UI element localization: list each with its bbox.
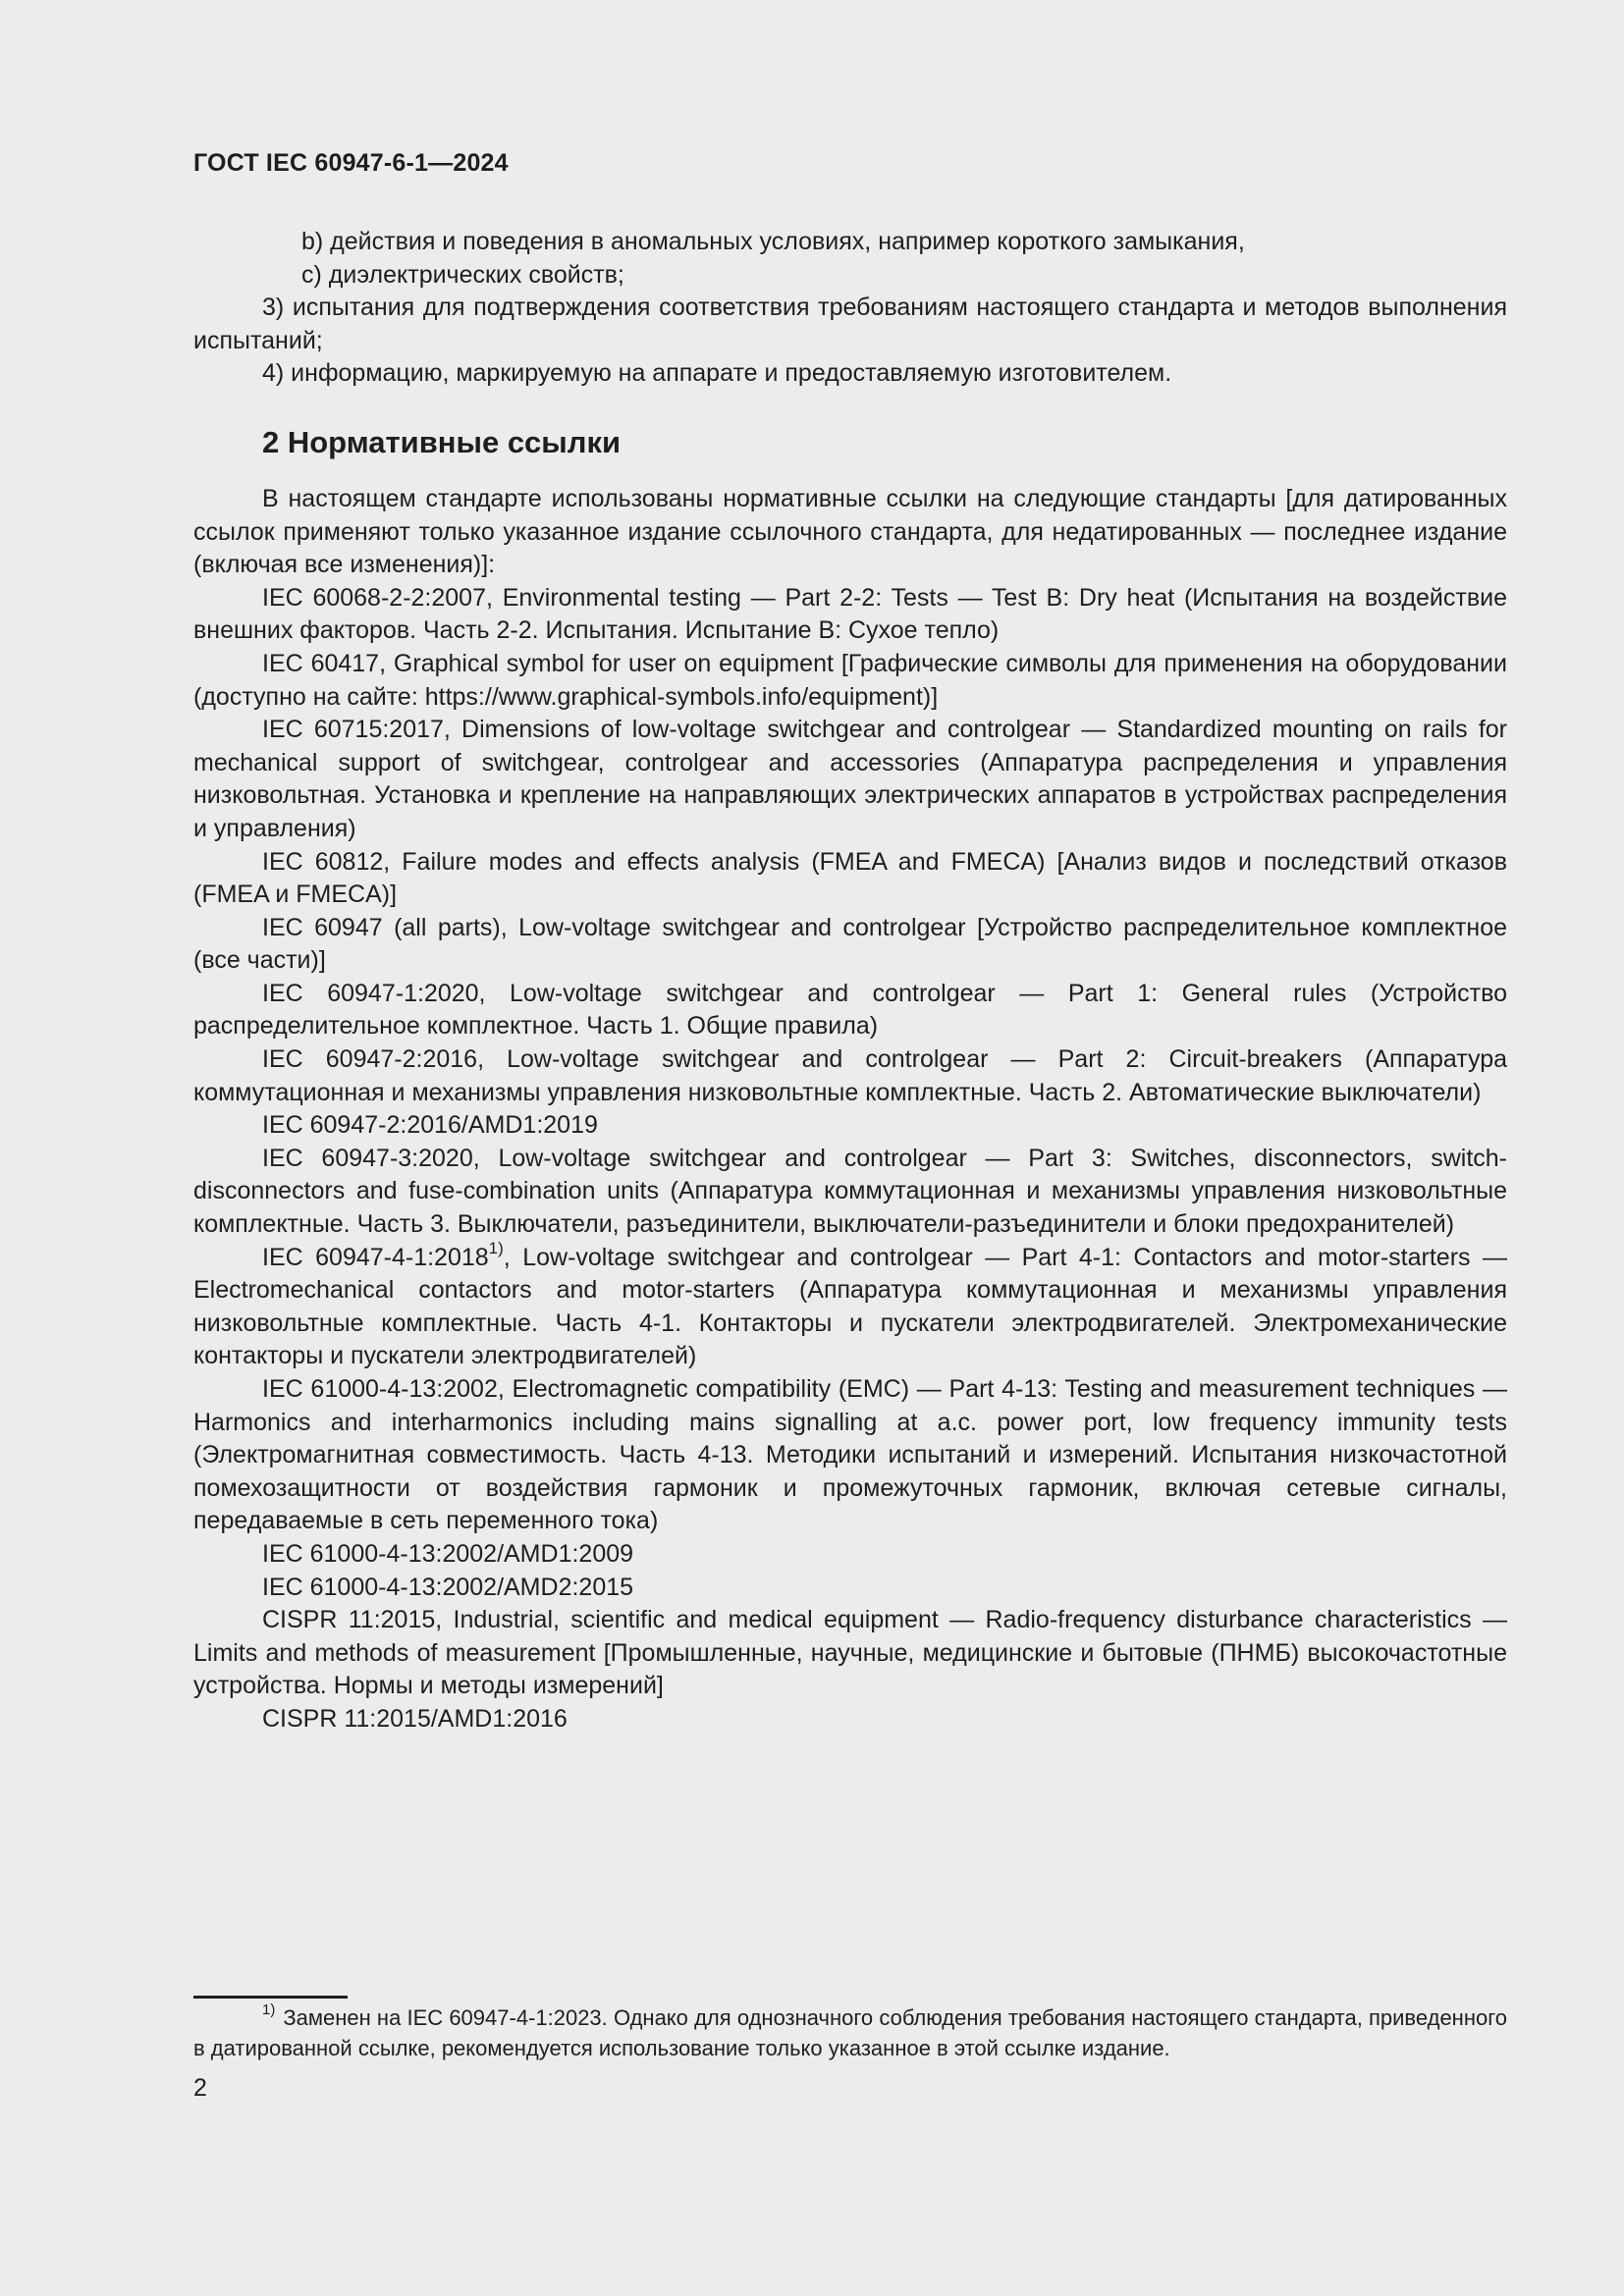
reference-item: IEC 60947-2:2016/AMD1:2019 bbox=[262, 1111, 598, 1140]
reference-item: IEC 60947-1:2020, Low-voltage switchgear and controlgear — Part 1: General rules (Устройство распределительное комплектное. Часть 1. Общие правила) bbox=[193, 979, 1507, 1041]
reference-item: IEC 60947-3:2020, Low-voltage switchgear and controlgear — Part 3: Switches, disconnectors, switch-disconnectors and fuse-combination units (Аппаратура коммутационная и механизмы управления низковольтные комплектные. Часть 3. Выключатели, разъединители, выключатели-разъединители и блоки предохранителей) bbox=[193, 1144, 1507, 1239]
page-number: 2 bbox=[193, 2074, 207, 2102]
list-item: c) диэлектрических свойств; bbox=[301, 260, 624, 289]
footnote bbox=[193, 2002, 1507, 2063]
reference-item: CISPR 11:2015, Industrial, scientific and medical equipment — Radio-frequency disturbance characteristics — Limits and methods of measurement [Промышленные, научные, медицинские и бытовые (ПНМБ) высокочастотные устройства. Нормы и методы измерений] bbox=[193, 1606, 1507, 1700]
footnote-text: Заменен на IEC 60947-4-1:2023. Однако для однозначного соблюдения требования настоящего стандарта, приведенного в датированной ссылке, рекомендуется использование только указанное в этой ссылке издание. bbox=[193, 2005, 1507, 2060]
reference-item: IEC 60068-2-2:2007, Environmental testing — Part 2-2: Tests — Test B: Dry heat (Испытания на воздействие внешних факторов. Часть 2-2. Испытания. Испытание B: Сухое тепло) bbox=[193, 583, 1507, 645]
reference-item: IEC 61000-4-13:2002, Electromagnetic compatibility (EMC) — Part 4-13: Testing and measurement techniques — Harmonics and interharmonics including mains signalling at a.c. power port, low frequency immunity tests (Электромагнитная совместимость. Часть 4-13. Методики испытаний и измерений. Испытания низкочастотной помехозащитности от воздействия гармоник и промежуточных гармоник, включая сетевые сигналы, передаваемые в сеть переменного тока) bbox=[193, 1375, 1507, 1535]
reference-item: IEC 60417, Graphical symbol for user on equipment [Графические символы для применения на оборудовании (доступно на сайте: https://www.graphical-symbols.info/equipment)] bbox=[193, 649, 1507, 711]
reference-code: IEC 60947-4-1:2018 bbox=[262, 1243, 489, 1271]
body-text bbox=[193, 226, 1507, 1736]
section-heading: 2 Нормативные ссылки bbox=[262, 424, 622, 459]
reference-item: IEC 61000-4-13:2002/AMD2:2015 bbox=[262, 1573, 634, 1601]
list-item: b) действия и поведения в аномальных условиях, например короткого замыкания, bbox=[301, 228, 1245, 255]
reference-item bbox=[193, 1239, 1507, 1373]
footnote-separator bbox=[193, 1996, 348, 1999]
list-item: 3) испытания для подтверждения соответствия требованиям настоящего стандарта и методов выполнения испытаний; bbox=[193, 294, 1507, 354]
section-lead-paragraph: В настоящем стандарте использованы нормативные ссылки на следующие стандарты [для датированных ссылок применяют только указанное издание ссылочного стандарта, для недатированных — последнее издание (включая все изменения)]: bbox=[193, 484, 1507, 579]
reference-item: IEC 60947 (all parts), Low-voltage switchgear and controlgear [Устройство распределительное комплектное (все части)] bbox=[193, 913, 1507, 975]
reference-item: IEC 60812, Failure modes and effects analysis (FMEA and FMECA) [Анализ видов и последствий отказов (FMEA и FMECA)] bbox=[193, 847, 1507, 909]
footnote-reference[interactable]: 1) bbox=[488, 1239, 504, 1258]
reference-title: , Low-voltage switchgear and controlgear — Part 4-1: Contactors and motor-starters — Electromechanical contactors and motor-starters (Аппаратура коммутационная и механизмы управления низковольтные комплектные. Часть 4-1. Контакторы и пускатели электродвигателей. Электромеханические контакторы и пускатели электродвигателей) bbox=[193, 1243, 1507, 1370]
running-header: ГОСТ IEC 60947-6-1—2024 bbox=[193, 149, 509, 177]
footnote-mark: 1) bbox=[262, 2001, 276, 2018]
list-item: 4) информацию, маркируемую на аппарате и предоставляемую изготовителем. bbox=[262, 359, 1172, 388]
reference-item: IEC 61000-4-13:2002/AMD1:2009 bbox=[262, 1539, 634, 1568]
reference-item: CISPR 11:2015/AMD1:2016 bbox=[262, 1704, 568, 1733]
reference-item: IEC 60715:2017, Dimensions of low-voltage switchgear and controlgear — Standardized mounting on rails for mechanical support of switchgear, controlgear and accessories (Аппаратура распределения и управления низковольтная. Установка и крепление на направляющих электрических аппаратов в устройствах распределения и управления) bbox=[193, 716, 1507, 842]
reference-item: IEC 60947-2:2016, Low-voltage switchgear and controlgear — Part 2: Circuit-breakers (Аппаратура коммутационная и механизмы управления низковольтные комплектные. Часть 2. Автоматические выключатели) bbox=[193, 1045, 1507, 1106]
